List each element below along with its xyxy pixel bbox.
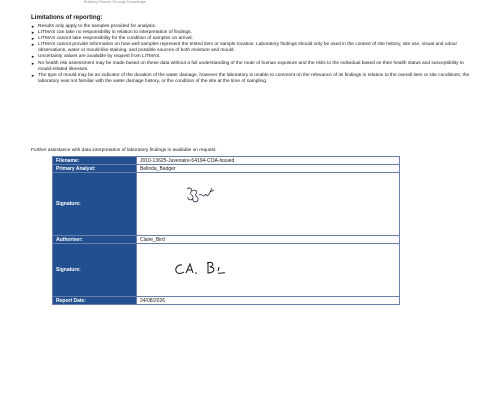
filename-value: J010-13625-Juvenaire-54194-COA-Issued (137, 157, 400, 165)
arrow-bullet-icon: ► (31, 54, 36, 60)
limitations-item-text: LITMAS can take no responsibility in relation to interpretation of findings. (38, 30, 192, 36)
limitations-item (31, 42, 471, 54)
arrow-bullet-icon: ► (31, 36, 36, 42)
limitations-item-text: LITMAS cannot provide information on how well samples represent the tested item or sample location. Laboratory findings should only be used in the context of site history, site use, visual and odour observations, water or mould-like staining, and possible sources of both moisture and mould. (38, 42, 458, 54)
analyst-signature-label: Signature: (53, 173, 137, 236)
table-row-authoriser-signature (53, 244, 400, 297)
table-row-analyst-signature (53, 173, 400, 236)
limitations-item-text: Uncertainty values are available by request from LITMAS. (38, 54, 161, 60)
limitations-item-text: Results only apply to the samples provided for analysis. (38, 24, 157, 29)
authoriser-label: Authoriser: (53, 236, 137, 244)
report-date-label: Report Date: (53, 297, 137, 305)
authoriser-value: Claire_Bird (137, 236, 400, 244)
analyst-signature-cell (137, 173, 400, 236)
limitations-item (31, 61, 471, 73)
limitations-item-text: LITMAS cannot take responsibility for the condition of samples on arrival. (38, 36, 193, 42)
further-assistance-note: Further assistance with data interpretation of laboratory findings is available on request. (31, 148, 217, 153)
authoriser-signature-cell (137, 244, 400, 297)
limitations-item-text: The type of mould may be an indicator of the duration of the water damage, however the laboratory is unable to comment on the relevance of its findings in relation to the overall item or site conditions; the laboratory was not familiar with the water damage history, or the condition of the site at the time of sampling. (38, 72, 470, 84)
limitations-item-text: No health risk assessment may be made based on these data without a full understanding of the route of human exposure and the risks to the individual based on their health status and susceptibility to mould-related illnesses. (38, 60, 464, 72)
authoriser-signature-image (173, 259, 235, 279)
arrow-bullet-icon: ► (31, 72, 36, 78)
analyst-signature-image (181, 183, 221, 207)
limitations-heading: Limitations of reporting: (31, 14, 103, 21)
arrow-bullet-icon: ► (31, 60, 36, 66)
table-row-primary-analyst (53, 165, 400, 173)
arrow-bullet-icon: ► (31, 42, 36, 48)
primary-analyst-label: Primary Analyst: (53, 165, 137, 173)
limitations-section (31, 14, 471, 85)
primary-analyst-value: Belinda_Badger (137, 165, 400, 173)
limitations-list (31, 24, 471, 85)
filename-label: Filename: (53, 157, 137, 165)
arrow-bullet-icon: ► (31, 24, 36, 29)
arrow-bullet-icon: ► (31, 30, 36, 36)
limitations-item (31, 73, 471, 85)
table-row-report-date (53, 297, 400, 305)
authoriser-signature-label: Signature: (53, 244, 137, 297)
report-signoff-table (52, 156, 400, 305)
table-row-filename (53, 157, 400, 165)
report-date-value: 24/08/2026 (137, 297, 400, 305)
table-row-authoriser (53, 236, 400, 244)
company-tagline: Building Fitness Through Knowledge (84, 0, 146, 4)
